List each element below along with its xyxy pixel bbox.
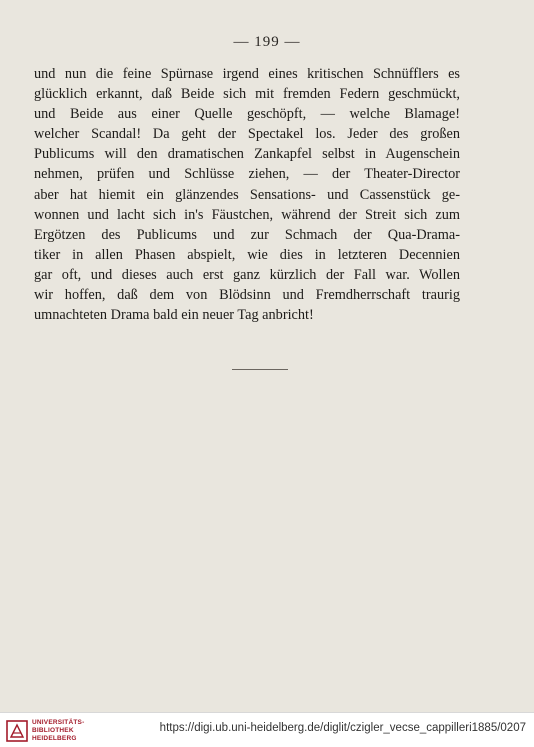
text-line: wonnen und lacht sich in's Fäustchen, während der Streit sich zum [34, 206, 460, 223]
text-line: Publicums will den dramatischen Zankapfel selbst in Augenschein [34, 146, 460, 163]
text-line: und nun die feine Spürnase irgend eines kritischen Schnüfflers es [34, 66, 460, 82]
library-name-line: UNIVERSITÄTS- [32, 719, 85, 726]
library-name [32, 719, 84, 743]
text-line: Ergötzen des Publicums und zur Schmach der Qua-Drama- [34, 226, 460, 243]
text-line: und Beide aus einer Quelle geschöpft, — welche Blamage! [34, 106, 460, 123]
text-line: welcher Scandal! Da geht der Spectakel los. Jeder des großen [34, 126, 460, 143]
text-line: aber hat hiemit ein glänzendes Sensations- und Cassenstück ge- [34, 186, 460, 203]
text-line: tiker in allen Phasen abspielt, wie dies in letzteren Decennien [34, 246, 460, 263]
text-line: glücklich erkannt, daß Beide sich mit fremden Federn geschmückt, [34, 86, 460, 103]
library-name-line: BIBLIOTHEK [32, 727, 74, 734]
library-name-line: HEIDELBERG [32, 735, 77, 742]
page-number: — 199 — [233, 34, 301, 50]
text-line: gar oft, und dieses auch erst ganz kürzlich der Fall war. Wollen [34, 266, 460, 283]
library-seal-icon [6, 720, 28, 742]
source-url-link[interactable]: https://digi.ub.uni-heidelberg.de/diglit/czigler_vecse_cappilleri1885/0207 [159, 722, 526, 734]
footer-bar [0, 712, 534, 747]
library-logo[interactable] [6, 718, 86, 744]
body-text [34, 64, 460, 325]
section-divider [232, 369, 288, 370]
text-line: umnachteten Drama bald ein neuer Tag anbricht! [34, 307, 314, 324]
text-line: wir hoffen, daß dem von Blödsinn und Fremdherrschaft traurig [34, 287, 460, 304]
text-line: nehmen, prüfen und Schlüsse ziehen, — der Theater-Director [34, 166, 460, 183]
